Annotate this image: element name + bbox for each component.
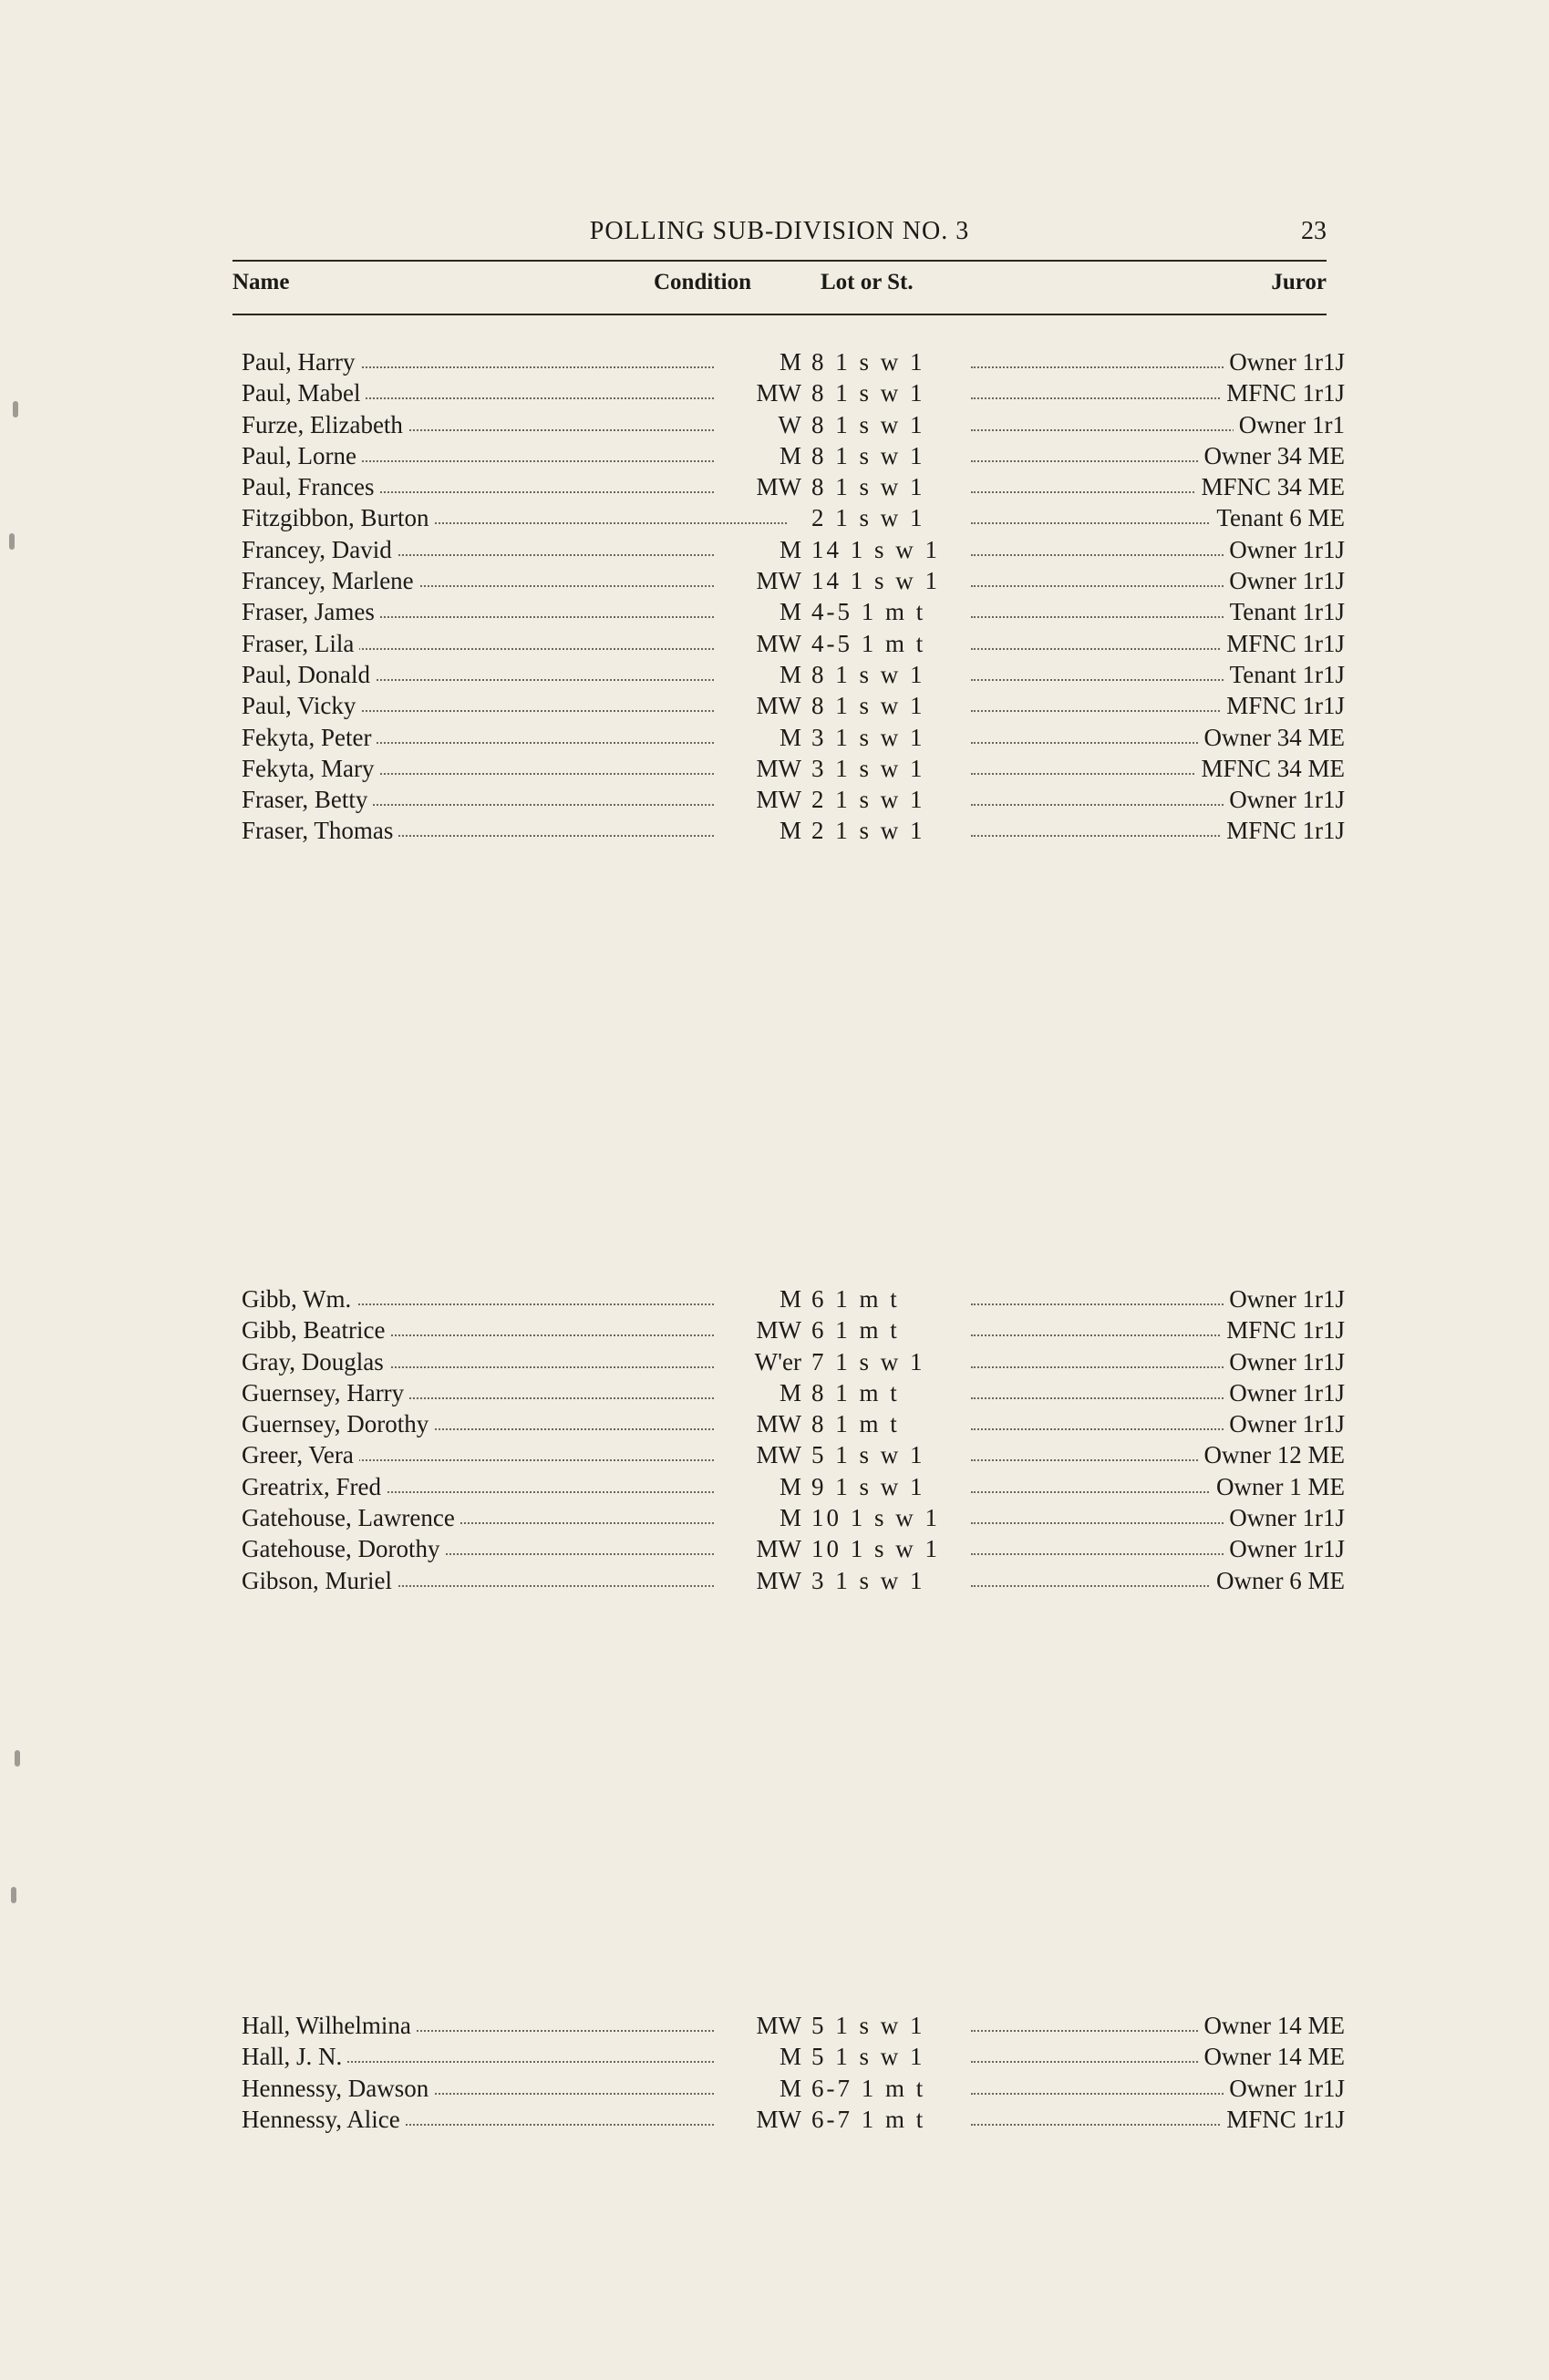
voter-condition: MW — [716, 565, 801, 596]
list-item — [242, 753, 1345, 784]
voter-juror: Owner 1r1J — [1224, 2073, 1345, 2104]
voter-juror: Owner 1r1J — [1224, 534, 1345, 565]
margin-spot — [9, 533, 15, 550]
margin-spot — [11, 1887, 16, 1903]
voter-condition: M — [716, 1471, 801, 1502]
voter-name: Fekyta, Mary — [242, 753, 379, 784]
voter-lot: 14 1 s w 1 — [811, 534, 945, 565]
voter-lot: 3 1 s w 1 — [811, 722, 931, 753]
dot-leader — [971, 804, 1244, 806]
voter-juror: Owner 14 ME — [1199, 2041, 1345, 2072]
dot-leader — [971, 1397, 1244, 1399]
voter-condition: MW — [716, 2104, 801, 2135]
dot-leader — [971, 554, 1244, 556]
voter-name: Gibb, Beatrice — [242, 1314, 390, 1345]
voter-lot: 9 1 s w 1 — [811, 1471, 931, 1502]
voter-name: Greer, Vera — [242, 1439, 359, 1470]
dot-leader — [971, 2124, 1244, 2126]
list-item — [242, 1408, 1345, 1439]
voter-name: Greatrix, Fred — [242, 1471, 387, 1502]
voter-lot: 4-5 1 m t — [811, 596, 931, 627]
voter-juror: MFNC 1r1J — [1221, 628, 1345, 659]
list-item — [242, 2073, 1345, 2104]
list-item — [242, 628, 1345, 659]
voter-lot: 6 1 m t — [811, 1314, 905, 1345]
section-g-entries — [242, 1283, 1345, 1596]
voter-condition: M — [716, 1283, 801, 1314]
voter-condition: MW — [716, 1408, 801, 1439]
voter-name: Paul, Harry — [242, 346, 360, 377]
voter-lot: 3 1 s w 1 — [811, 1565, 931, 1596]
voter-lot: 14 1 s w 1 — [811, 565, 945, 596]
list-item — [242, 722, 1345, 753]
voter-condition: MW — [716, 1439, 801, 1470]
voter-name: Gibson, Muriel — [242, 1565, 398, 1596]
list-item — [242, 346, 1345, 377]
voter-lot: 6 1 m t — [811, 1283, 905, 1314]
list-item — [242, 784, 1345, 815]
voter-name: Gatehouse, Dorothy — [242, 1533, 445, 1564]
list-item — [242, 1283, 1345, 1314]
voter-name: Hall, Wilhelmina — [242, 2010, 417, 2041]
voter-lot: 5 1 s w 1 — [811, 2010, 931, 2041]
voter-condition: M — [716, 815, 801, 846]
voter-condition: M — [716, 346, 801, 377]
dot-leader — [971, 397, 1244, 399]
voter-lot: 4-5 1 m t — [811, 628, 931, 659]
list-item — [242, 2010, 1345, 2041]
list-item — [242, 471, 1345, 502]
section-h-entries — [242, 2010, 1345, 2135]
voter-juror: Owner 1 ME — [1211, 1471, 1345, 1502]
voter-juror: MFNC 1r1J — [1221, 1314, 1345, 1345]
voter-juror: MFNC 1r1J — [1221, 2104, 1345, 2135]
column-header-lot: Lot or St. — [821, 270, 914, 294]
voter-juror: Owner 1r1J — [1224, 1502, 1345, 1533]
margin-spot — [13, 401, 18, 417]
voter-condition: M — [716, 659, 801, 690]
list-item — [242, 1346, 1345, 1377]
voter-condition: MW — [716, 377, 801, 408]
voter-juror: Owner 34 ME — [1199, 722, 1345, 753]
voter-lot: 7 1 s w 1 — [811, 1346, 931, 1377]
voter-juror: Owner 6 ME — [1211, 1565, 1345, 1596]
list-item — [242, 534, 1345, 565]
voter-name: Gibb, Wm. — [242, 1283, 356, 1314]
voter-name: Fraser, Lila — [242, 628, 359, 659]
dot-leader — [971, 616, 1244, 618]
voter-lot: 8 1 s w 1 — [811, 659, 931, 690]
voter-lot: 8 1 s w 1 — [811, 409, 931, 440]
voter-juror: Owner 1r1J — [1224, 1377, 1345, 1408]
section-f-entries — [242, 346, 1345, 847]
dot-leader — [971, 835, 1244, 837]
voter-condition: M — [716, 2073, 801, 2104]
voter-name: Fraser, James — [242, 596, 380, 627]
voter-name: Fraser, Betty — [242, 784, 373, 815]
voter-juror: Owner 1r1J — [1224, 1533, 1345, 1564]
list-item — [242, 502, 1345, 533]
list-item — [242, 1565, 1345, 1596]
list-item — [242, 409, 1345, 440]
voter-juror: MFNC 1r1J — [1221, 690, 1345, 721]
dot-leader — [971, 2093, 1244, 2095]
dot-leader — [971, 1303, 1244, 1305]
voter-condition: M — [716, 596, 801, 627]
list-item — [242, 1502, 1345, 1533]
voter-lot: 10 1 s w 1 — [811, 1502, 945, 1533]
voter-juror: MFNC 1r1J — [1221, 815, 1345, 846]
dot-leader — [971, 710, 1244, 712]
voter-juror: MFNC 34 ME — [1195, 753, 1345, 784]
list-item — [242, 377, 1345, 408]
page-number: 23 — [1301, 217, 1327, 245]
voter-condition: M — [716, 440, 801, 471]
voter-juror: Owner 1r1J — [1224, 565, 1345, 596]
dot-leader — [971, 1366, 1244, 1368]
voter-condition: MW — [716, 753, 801, 784]
voter-lot: 8 1 m t — [811, 1408, 905, 1439]
voter-condition: W — [716, 409, 801, 440]
voter-condition: M — [716, 2041, 801, 2072]
dot-leader — [971, 648, 1244, 650]
voter-name: Paul, Donald — [242, 659, 376, 690]
voter-condition: MW — [716, 1565, 801, 1596]
voter-lot: 8 1 s w 1 — [811, 377, 931, 408]
column-header-juror: Juror — [1271, 270, 1327, 294]
voter-juror: MFNC 34 ME — [1195, 471, 1345, 502]
voter-condition: MW — [716, 2010, 801, 2041]
voter-name: Hennessy, Dawson — [242, 2073, 434, 2104]
voter-juror: Owner 1r1J — [1224, 346, 1345, 377]
dot-leader — [971, 1428, 1244, 1430]
header-rule-bottom — [232, 314, 1327, 315]
voter-lot: 8 1 s w 1 — [811, 471, 931, 502]
page-header — [232, 217, 1327, 253]
dot-leader — [971, 679, 1244, 681]
dot-leader — [971, 1334, 1244, 1336]
column-header-name: Name — [232, 270, 290, 294]
dot-leader — [971, 1553, 1244, 1555]
voter-condition: M — [716, 1502, 801, 1533]
voter-name: Hennessy, Alice — [242, 2104, 406, 2135]
dot-leader — [971, 366, 1244, 368]
list-item — [242, 690, 1345, 721]
voter-lot: 8 1 s w 1 — [811, 690, 931, 721]
voter-lot: 2 1 s w 1 — [811, 502, 931, 533]
list-item — [242, 440, 1345, 471]
voter-juror: Owner 1r1J — [1224, 1283, 1345, 1314]
dot-leader — [971, 1522, 1244, 1524]
dot-leader — [971, 585, 1244, 587]
voter-lot: 5 1 s w 1 — [811, 2041, 931, 2072]
list-item — [242, 815, 1345, 846]
voter-name: Paul, Frances — [242, 471, 379, 502]
voter-lot: 3 1 s w 1 — [811, 753, 931, 784]
list-item — [242, 565, 1345, 596]
voter-name: Guernsey, Dorothy — [242, 1408, 434, 1439]
voter-name: Hall, J. N. — [242, 2041, 347, 2072]
voter-lot: 8 1 m t — [811, 1377, 905, 1408]
dot-leader — [971, 522, 1244, 524]
voter-condition: MW — [716, 628, 801, 659]
voter-condition: W'er — [716, 1346, 801, 1377]
voter-name: Fraser, Thomas — [242, 815, 398, 846]
voter-name: Fitzgibbon, Burton — [242, 502, 435, 533]
margin-spot — [15, 1750, 20, 1767]
voter-juror: Owner 1r1J — [1224, 1408, 1345, 1439]
voter-condition: MW — [716, 471, 801, 502]
voter-condition: MW — [716, 784, 801, 815]
list-item — [242, 2104, 1345, 2135]
voter-condition: M — [716, 722, 801, 753]
list-item — [242, 1314, 1345, 1345]
voter-condition: MW — [716, 1533, 801, 1564]
voter-lot: 8 1 s w 1 — [811, 346, 931, 377]
voter-lot: 8 1 s w 1 — [811, 440, 931, 471]
voter-juror: Tenant 1r1J — [1224, 596, 1345, 627]
list-item — [242, 1471, 1345, 1502]
page-title: POLLING SUB-DIVISION NO. 3 — [589, 217, 970, 245]
voter-condition: M — [716, 1377, 801, 1408]
list-item — [242, 2041, 1345, 2072]
voter-lot: 5 1 s w 1 — [811, 1439, 931, 1470]
dot-leader — [971, 1585, 1244, 1587]
voter-lot: 6-7 1 m t — [811, 2073, 931, 2104]
voter-name: Gray, Douglas — [242, 1346, 389, 1377]
voter-lot: 2 1 s w 1 — [811, 815, 931, 846]
dot-leader — [971, 429, 1244, 431]
voter-juror: Owner 12 ME — [1199, 1439, 1345, 1470]
voter-name: Paul, Vicky — [242, 690, 361, 721]
voter-lot: 10 1 s w 1 — [811, 1533, 945, 1564]
voter-juror: Owner 1r1 — [1234, 409, 1345, 440]
voter-condition: MW — [716, 1314, 801, 1345]
voter-condition: M — [716, 534, 801, 565]
list-item — [242, 1439, 1345, 1470]
list-item — [242, 1377, 1345, 1408]
voter-juror: Owner 1r1J — [1224, 1346, 1345, 1377]
voter-condition: MW — [716, 690, 801, 721]
voter-lot: 2 1 s w 1 — [811, 784, 931, 815]
list-item — [242, 659, 1345, 690]
voter-juror: Tenant 1r1J — [1224, 659, 1345, 690]
list-item — [242, 1533, 1345, 1564]
voter-name: Furze, Elizabeth — [242, 409, 408, 440]
voter-name: Francey, David — [242, 534, 398, 565]
voter-juror: Owner 14 ME — [1199, 2010, 1345, 2041]
voter-name: Guernsey, Harry — [242, 1377, 409, 1408]
voter-juror: Owner 34 ME — [1199, 440, 1345, 471]
voter-name: Francey, Marlene — [242, 565, 419, 596]
voter-name: Paul, Mabel — [242, 377, 366, 408]
voter-name: Fekyta, Peter — [242, 722, 377, 753]
voter-juror: Owner 1r1J — [1224, 784, 1345, 815]
header-rule-top — [232, 260, 1327, 262]
voter-lot: 6-7 1 m t — [811, 2104, 931, 2135]
voter-juror: MFNC 1r1J — [1221, 377, 1345, 408]
voter-name: Gatehouse, Lawrence — [242, 1502, 460, 1533]
list-item — [242, 596, 1345, 627]
voter-name: Paul, Lorne — [242, 440, 362, 471]
dot-leader — [971, 1491, 1244, 1493]
column-header-condition: Condition — [654, 270, 751, 294]
voter-juror: Tenant 6 ME — [1211, 502, 1345, 533]
